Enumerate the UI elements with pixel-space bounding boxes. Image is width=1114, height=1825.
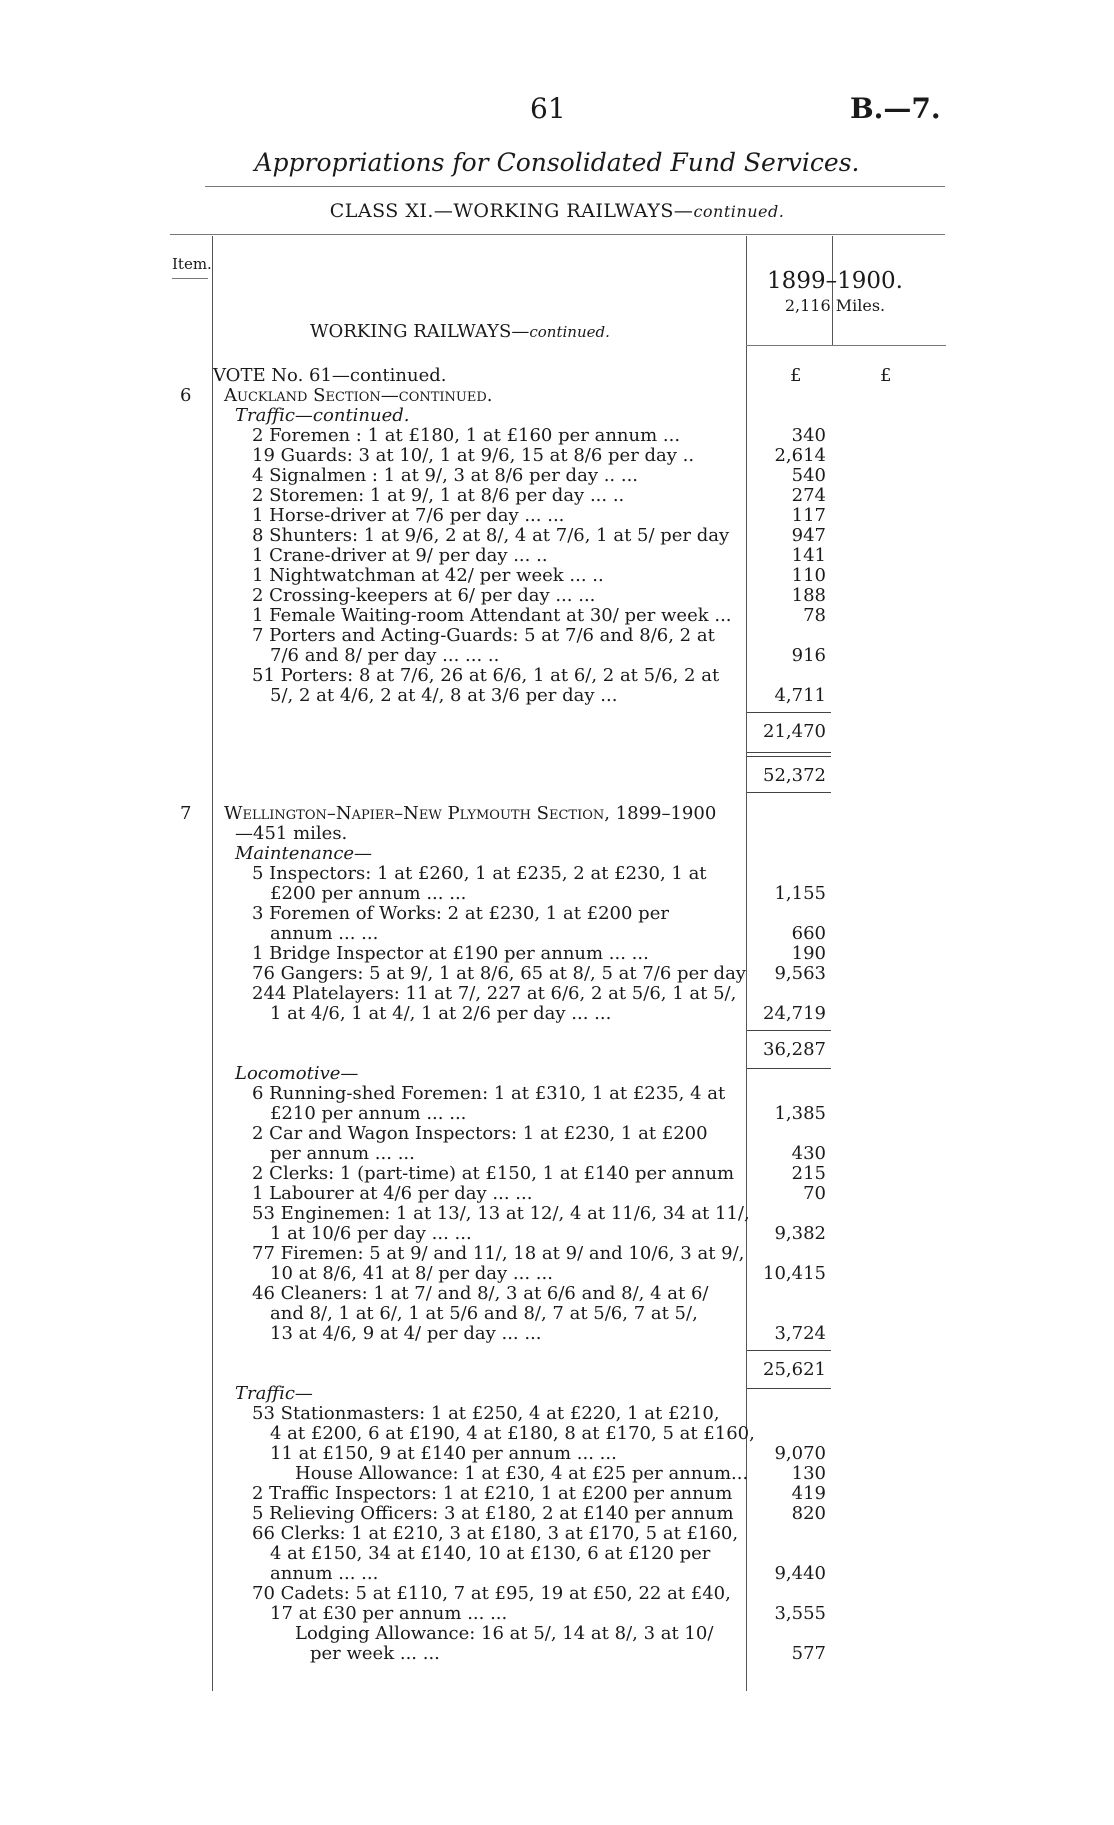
line-item: 2 Crossing-keepers at 6/ per day ... ... bbox=[252, 585, 596, 606]
subtotal-rule bbox=[747, 1388, 831, 1389]
amount: 78 bbox=[803, 605, 826, 626]
line-item: £210 per annum ... ... bbox=[270, 1103, 467, 1124]
line-item: House Allowance: 1 at £30, 4 at £25 per annum... bbox=[295, 1463, 749, 1484]
line-item: 2 Clerks: 1 (part-time) at £150, 1 at £140 per annum bbox=[252, 1163, 735, 1184]
line-item: per week ... ... bbox=[310, 1643, 440, 1664]
line-item: 76 Gangers: 5 at 9/, 1 at 8/6, 65 at 8/, 5 at 7/6 per day bbox=[252, 963, 746, 984]
sub-heading: Traffic—continued. bbox=[235, 405, 410, 426]
line-item: 1 Bridge Inspector at £190 per annum ... ... bbox=[252, 943, 649, 964]
maintenance-heading: Maintenance— bbox=[235, 843, 373, 864]
amount: 947 bbox=[791, 525, 826, 546]
line-item: annum ... ... bbox=[270, 923, 379, 944]
line-item: 1 Crane-driver at 9/ per day ... .. bbox=[252, 545, 548, 566]
line-item: 5 Relieving Officers: 3 at £180, 2 at £140 per annum bbox=[252, 1503, 734, 1524]
amount: 340 bbox=[791, 425, 826, 446]
subtotal-rule bbox=[747, 712, 831, 713]
total: 52,372 bbox=[763, 765, 826, 786]
line-item: 1 at 10/6 per day ... ... bbox=[270, 1223, 472, 1244]
traffic-heading: Traffic— bbox=[235, 1383, 313, 1404]
line-item: Lodging Allowance: 16 at 5/, 14 at 8/, 3 at 10/ bbox=[295, 1623, 714, 1644]
subtotal-rule bbox=[747, 1030, 831, 1031]
amount: 660 bbox=[791, 923, 826, 944]
line-item: 1 Nightwatchman at 42/ per week ... .. bbox=[252, 565, 604, 586]
item-column-header: Item. bbox=[172, 255, 212, 273]
line-item: 10 at 8/6, 41 at 8/ per day ... ... bbox=[270, 1263, 553, 1284]
page-title: Appropriations for Consolidated Fund Services. bbox=[254, 148, 860, 177]
document-reference: B.—7. bbox=[850, 92, 941, 125]
line-item: annum ... ... bbox=[270, 1563, 379, 1584]
amount: 820 bbox=[791, 1503, 826, 1524]
subtotal: 21,470 bbox=[763, 721, 826, 742]
year-column-header: 1899–1900. bbox=[767, 268, 903, 294]
amount: 4,711 bbox=[774, 685, 826, 706]
line-item: 2 Foremen : 1 at £180, 1 at £160 per annum ... bbox=[252, 425, 681, 446]
line-item: 7/6 and 8/ per day ... ... .. bbox=[270, 645, 500, 666]
amount: 141 bbox=[791, 545, 826, 566]
vote-heading: VOTE No. 61—continued. bbox=[213, 365, 447, 386]
amount: 10,415 bbox=[763, 1263, 826, 1284]
line-item: 13 at 4/6, 9 at 4/ per day ... ... bbox=[270, 1323, 542, 1344]
line-item: 1 Horse-driver at 7/6 per day ... ... bbox=[252, 505, 565, 526]
amount: 1,385 bbox=[774, 1103, 826, 1124]
amount: 9,070 bbox=[774, 1443, 826, 1464]
total-rule bbox=[747, 792, 831, 793]
amount: 916 bbox=[791, 645, 826, 666]
miles-label: 2,116 Miles. bbox=[784, 296, 886, 315]
line-item: 1 Labourer at 4/6 per day ... ... bbox=[252, 1183, 533, 1204]
line-item: 66 Clerks: 1 at £210, 3 at £180, 3 at £170, 5 at £160, bbox=[252, 1523, 739, 1544]
section-name: Wellington–Napier–New Plymouth Section, 1899–1900 bbox=[224, 803, 717, 824]
line-item: per annum ... ... bbox=[270, 1143, 415, 1164]
line-item: 1 Female Waiting-room Attendant at 30/ per week ... bbox=[252, 605, 732, 626]
line-item: 70 Cadets: 5 at £110, 7 at £95, 19 at £50, 22 at £40, bbox=[252, 1583, 731, 1604]
amount: 70 bbox=[803, 1183, 826, 1204]
subtotal-rule bbox=[747, 752, 831, 753]
subtotal-rule bbox=[747, 1350, 831, 1351]
line-item: £200 per annum ... ... bbox=[270, 883, 467, 904]
amount: 9,382 bbox=[774, 1223, 826, 1244]
subtotal: 25,621 bbox=[763, 1359, 826, 1380]
line-item: 53 Stationmasters: 1 at £250, 4 at £220, 1 at £210, bbox=[252, 1403, 720, 1424]
amount: 9,440 bbox=[774, 1563, 826, 1584]
line-item: 4 Signalmen : 1 at 9/, 3 at 8/6 per day .. ... bbox=[252, 465, 639, 486]
currency-symbol: £ bbox=[880, 365, 892, 386]
item-column-rule bbox=[212, 236, 213, 1691]
amount: 577 bbox=[791, 1643, 826, 1664]
item-header-rule bbox=[172, 278, 208, 279]
class-heading: CLASS XI.—WORKING RAILWAYS—continued. bbox=[329, 200, 785, 222]
amount: 190 bbox=[791, 943, 826, 964]
amount: 3,555 bbox=[774, 1603, 826, 1624]
line-item: 5/, 2 at 4/6, 2 at 4/, 8 at 3/6 per day ... bbox=[270, 685, 618, 706]
line-item: 8 Shunters: 1 at 9/6, 2 at 8/, 4 at 7/6, 1 at 5/ per day bbox=[252, 525, 730, 546]
line-item: 1 at 4/6, 1 at 4/, 1 at 2/6 per day ... ... bbox=[270, 1003, 612, 1024]
amount: 430 bbox=[791, 1143, 826, 1164]
amount: 9,563 bbox=[774, 963, 826, 984]
line-item: 3 Foremen of Works: 2 at £230, 1 at £200 per bbox=[252, 903, 669, 924]
amount: 419 bbox=[791, 1483, 826, 1504]
line-item: 11 at £150, 9 at £140 per annum ... ... bbox=[270, 1443, 617, 1464]
section-name-continued: —451 miles. bbox=[235, 823, 348, 844]
table-top-rule bbox=[170, 234, 945, 235]
amount: 3,724 bbox=[774, 1323, 826, 1344]
amount: 1,155 bbox=[774, 883, 826, 904]
amount: 110 bbox=[791, 565, 826, 586]
item-number: 7 bbox=[180, 803, 192, 824]
header-bottom-rule bbox=[746, 345, 946, 346]
line-item: 2 Car and Wagon Inspectors: 1 at £230, 1 at £200 bbox=[252, 1123, 708, 1144]
title-rule bbox=[205, 186, 945, 187]
line-item: 7 Porters and Acting-Guards: 5 at 7/6 and 8/6, 2 at bbox=[252, 625, 715, 646]
line-item: 53 Enginemen: 1 at 13/, 13 at 12/, 4 at 11/6, 34 at 11/, bbox=[252, 1203, 750, 1224]
page-number: 61 bbox=[530, 92, 566, 125]
section-name: Auckland Section—continued. bbox=[224, 385, 493, 406]
line-item: 4 at £200, 6 at £190, 4 at £180, 8 at £170, 5 at £160, bbox=[270, 1423, 755, 1444]
amount: 117 bbox=[791, 505, 826, 526]
line-item: 46 Cleaners: 1 at 7/ and 8/, 3 at 6/6 and 8/, 4 at 6/ bbox=[252, 1283, 709, 1304]
line-item: 2 Traffic Inspectors: 1 at £210, 1 at £200 per annum bbox=[252, 1483, 733, 1504]
currency-symbol: £ bbox=[790, 365, 802, 386]
line-item: 5 Inspectors: 1 at £260, 1 at £235, 2 at £230, 1 at bbox=[252, 863, 707, 884]
amount: 274 bbox=[791, 485, 826, 506]
subtotal-rule bbox=[747, 1068, 831, 1069]
section-heading: WORKING RAILWAYS—continued. bbox=[310, 321, 610, 342]
amount: 215 bbox=[791, 1163, 826, 1184]
amount: 540 bbox=[791, 465, 826, 486]
line-item: 4 at £150, 34 at £140, 10 at £130, 6 at £120 per bbox=[270, 1543, 711, 1564]
item-number: 6 bbox=[180, 385, 192, 406]
subtotal: 36,287 bbox=[763, 1039, 826, 1060]
subtotal-rule bbox=[747, 756, 831, 757]
amount: 24,719 bbox=[763, 1003, 826, 1024]
amount: 188 bbox=[791, 585, 826, 606]
line-item: 17 at £30 per annum ... ... bbox=[270, 1603, 508, 1624]
line-item: 51 Porters: 8 at 7/6, 26 at 6/6, 1 at 6/, 2 at 5/6, 2 at bbox=[252, 665, 720, 686]
line-item: 77 Firemen: 5 at 9/ and 11/, 18 at 9/ and 10/6, 3 at 9/, bbox=[252, 1243, 745, 1264]
amount: 2,614 bbox=[774, 445, 826, 466]
line-item: 19 Guards: 3 at 10/, 1 at 9/6, 15 at 8/6 per day .. bbox=[252, 445, 695, 466]
line-item: 2 Storemen: 1 at 9/, 1 at 8/6 per day ... .. bbox=[252, 485, 625, 506]
line-item: 244 Platelayers: 11 at 7/, 227 at 6/6, 2 at 5/6, 1 at 5/, bbox=[252, 983, 737, 1004]
locomotive-heading: Locomotive— bbox=[235, 1063, 359, 1084]
amount: 130 bbox=[791, 1463, 826, 1484]
line-item: and 8/, 1 at 6/, 1 at 5/6 and 8/, 7 at 5/6, 7 at 5/, bbox=[270, 1303, 698, 1324]
line-item: 6 Running-shed Foremen: 1 at £310, 1 at £235, 4 at bbox=[252, 1083, 726, 1104]
